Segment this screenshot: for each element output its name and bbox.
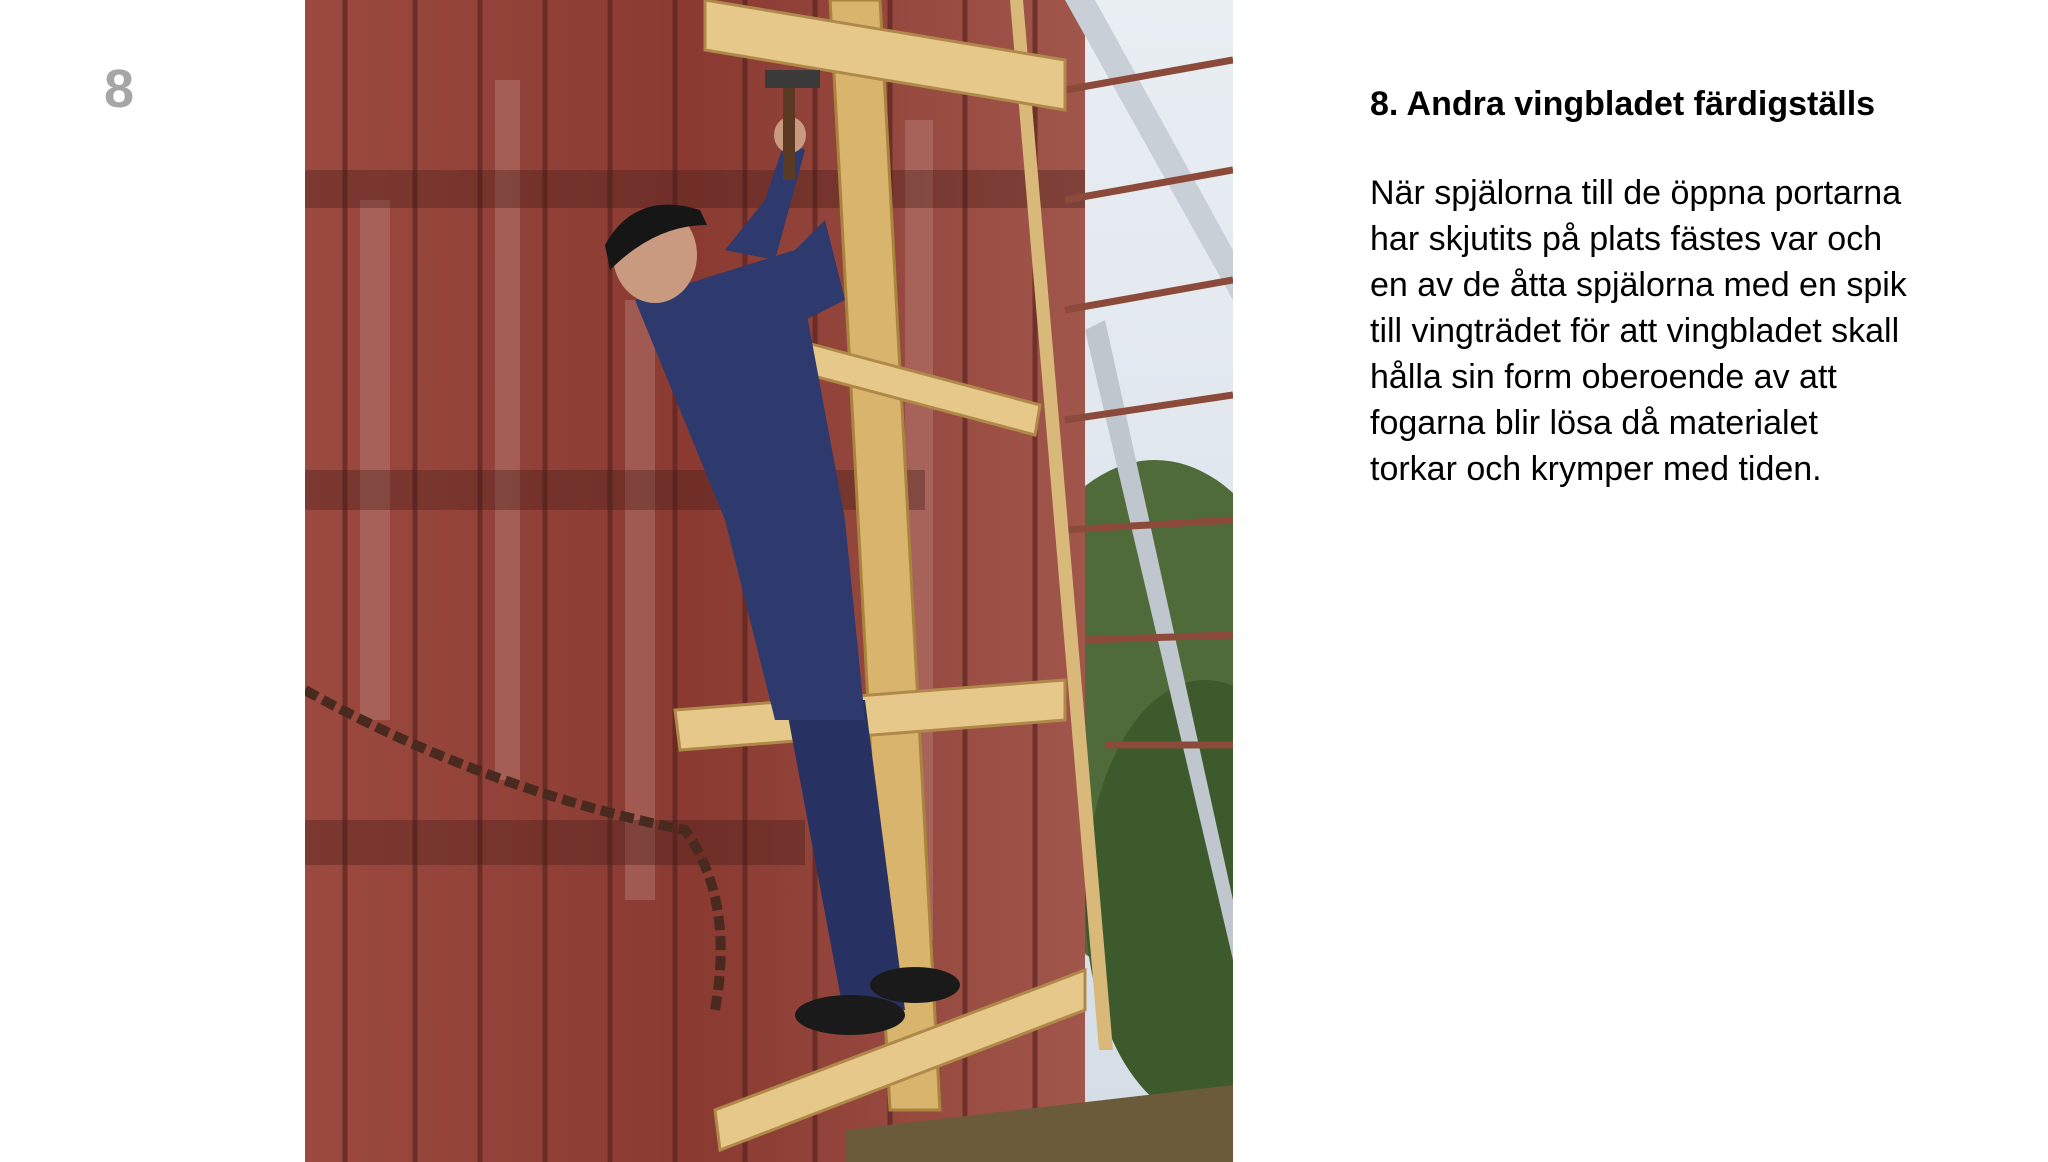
- slide-body: [1370, 170, 1990, 492]
- body-line: har skjutits på plats fästes var och: [1370, 220, 1883, 258]
- body-line: en av de åtta spjälorna med en spik: [1370, 266, 1907, 304]
- body-line: torkar och krymper med tiden.: [1370, 450, 1822, 488]
- body-line: hålla sin form oberoende av att: [1370, 358, 1837, 396]
- photo-illustration: [305, 0, 1233, 1162]
- body-line: till vingträdet för att vingbladet skall: [1370, 312, 1900, 350]
- text-block: [1370, 82, 1990, 492]
- body-line: När spjälorna till de öppna portarna: [1370, 174, 1902, 212]
- slide-number: 8: [104, 59, 135, 119]
- slide-title: 8. Andra vingbladet färdigställs: [1370, 85, 1876, 123]
- photo-windmill-worker: [305, 0, 1233, 1162]
- body-line: fogarna blir lösa då materialet: [1370, 404, 1818, 442]
